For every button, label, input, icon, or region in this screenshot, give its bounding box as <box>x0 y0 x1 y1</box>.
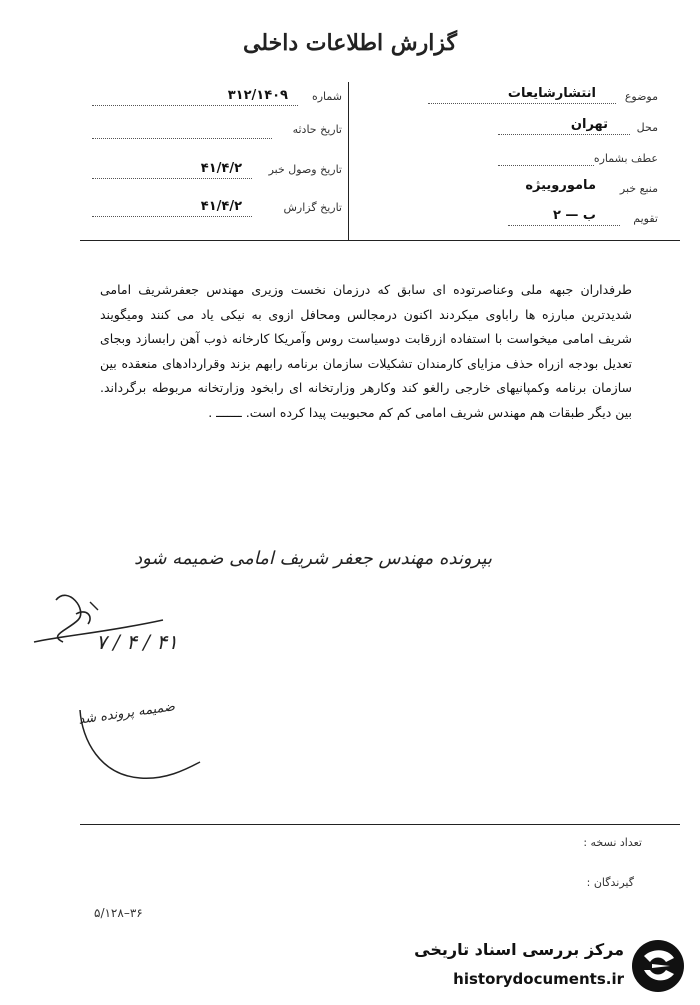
evaluation-label: تقویم <box>633 212 658 225</box>
number-label: شماره <box>311 90 342 103</box>
incident-date-dots <box>92 138 272 139</box>
incident-date-label: تاریخ حادثه <box>292 123 342 136</box>
received-date-value: ۴۱/۴/۲ <box>200 161 242 176</box>
copies-label: تعداد نسخه : <box>583 836 642 849</box>
source-value: ماموروییژه <box>525 178 596 193</box>
header-rule <box>80 240 680 241</box>
place-dots <box>498 134 630 135</box>
footer-rule <box>80 824 680 825</box>
reference-field <box>358 150 658 170</box>
incident-date-field <box>92 123 342 143</box>
source-label: منبع خبر <box>619 182 658 195</box>
received-date-label: تاریخ وصول خبر <box>268 163 342 176</box>
subject-field <box>358 88 658 108</box>
reference-dots <box>498 165 594 166</box>
report-date-label: تاریخ گزارش <box>283 201 342 214</box>
watermark-url: historydocuments.ir <box>453 970 624 988</box>
report-date-dots <box>92 216 252 217</box>
evaluation-field <box>358 210 658 230</box>
archive-code: ۵/۱۲۸–۳۶ <box>94 906 143 920</box>
handwritten-filed-note: ضمیمه پرونده شد <box>77 699 176 728</box>
place-value: تهران <box>570 117 608 132</box>
archive-logo-icon <box>630 938 686 994</box>
page-title: گزارش اطلاعات داخلی <box>243 30 457 56</box>
subject-value: انتشارشایعات <box>507 86 596 101</box>
report-paragraph: طرفداران جبهه ملی وعناصرتوده ای سابق که درزمان نخست وزیری مهندس جعفرشریف امامی شدیدترین مبارزه ها راباوی میکردند اکنون درمجالس ومحافل ازوی به نیکی یاد می کنند ومیگویند شریف امامی میخواست با استفاده ازرقابت دوسیاست روس وآمریکا کارخانه ذوب آهن رابسازد وبجای تعدیل بودجه ازراه حذف مزایای کارمندان تشکیلات سازمان برنامه رابهم بزند وقراردادهای منعقده بین سازمان برنامه وکمپانیهای خارجی رالغو کند وکارهر وزارتخانه ای رابخود وزارتخانه مربوطه برگرداند. بین دیگر طبقات هم مهندس شریف امامی کم کم محبوبیت پیدا کرده است. ـــــــ . <box>100 282 632 420</box>
watermark <box>414 934 690 1000</box>
place-field <box>358 119 658 139</box>
reference-label: عطف بشماره <box>593 152 658 165</box>
signature-mark <box>28 580 228 700</box>
report-body <box>100 278 632 425</box>
recipients-label: گیرندگان : <box>586 876 634 889</box>
handwritten-date: ۷ / ۴ / ۴۱ <box>96 630 178 654</box>
handwritten-note: بپرونده مهندس جعفر شریف امامی ضمیمه شود <box>134 548 492 569</box>
place-label: محل <box>636 121 658 134</box>
header-divider <box>348 82 349 240</box>
evaluation-value: ب — ۲ <box>552 208 596 223</box>
watermark-name: مرکز بررسی اسناد تاریخی <box>414 940 624 959</box>
subject-dots <box>428 103 616 104</box>
received-date-field <box>92 163 342 183</box>
source-field <box>358 180 658 200</box>
number-field <box>92 90 342 110</box>
evaluation-dots <box>508 225 620 226</box>
report-date-value: ۴۱/۴/۲ <box>200 199 242 214</box>
subject-label: موضوع <box>624 90 658 103</box>
received-date-dots <box>92 178 252 179</box>
filed-stroke <box>70 700 210 790</box>
number-value: ۳۱۲/۱۴۰۹ <box>227 88 288 103</box>
number-dots <box>92 105 298 106</box>
report-date-field <box>92 201 342 221</box>
